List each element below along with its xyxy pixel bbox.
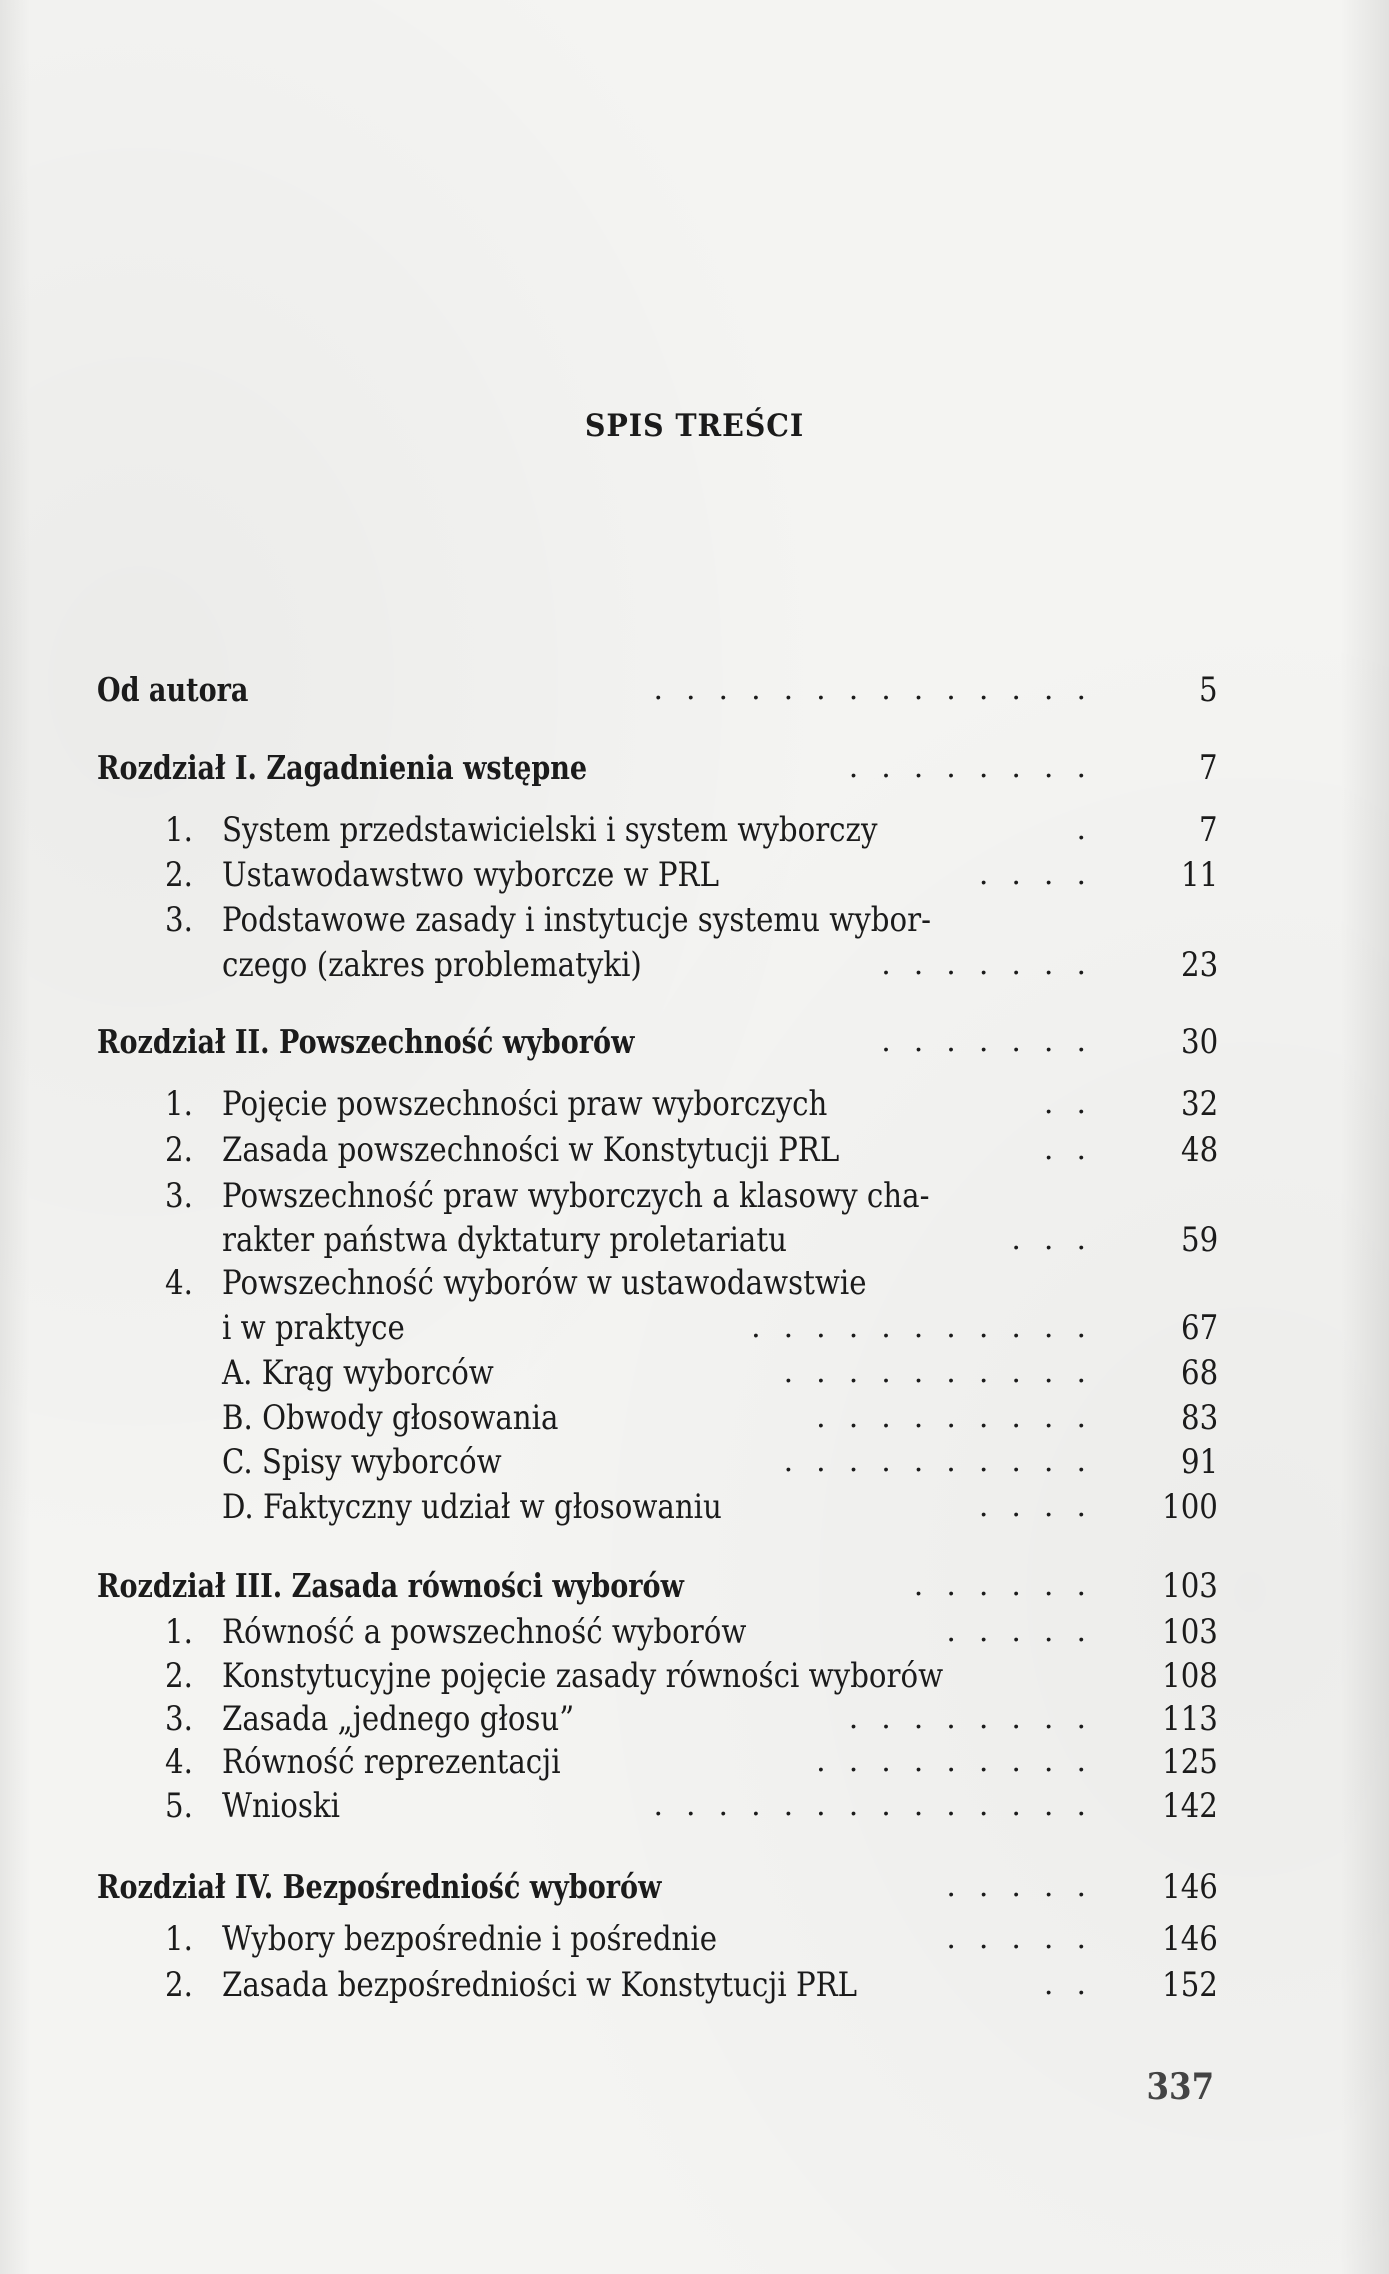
page-number: 146: [1162, 1867, 1218, 1907]
leader-dots: ...: [1011, 1222, 1109, 1257]
page-number: 11: [1180, 855, 1218, 895]
toc-subentry: [0, 1485, 1389, 1529]
entry-number: 5.: [165, 1786, 193, 1826]
page-folio-number: 337: [1146, 2066, 1214, 2108]
entry-label: Wnioski: [222, 1786, 340, 1826]
toc-chapter-4: [0, 1865, 1389, 1909]
chapter-title: Rozdział I. Zagadnienia wstępne: [97, 748, 588, 787]
leader-dots: .....: [946, 1869, 1109, 1904]
entry-label: System przedstawicielski i system wyborczy: [222, 810, 878, 850]
leader-dots: .....: [946, 1614, 1109, 1649]
page-number: 32: [1180, 1084, 1218, 1124]
toc-entry-continuation: [0, 1306, 1389, 1350]
entry-label: Wybory bezpośrednie i pośrednie: [222, 1919, 718, 1959]
leader-dots: ....: [978, 1489, 1109, 1524]
toc-entry: [0, 1082, 1389, 1126]
entry-label: Konstytucyjne pojęcie zasady równości wyborów: [222, 1656, 944, 1696]
leader-dots: ........: [848, 1701, 1109, 1736]
toc-subentry: [0, 1396, 1389, 1440]
page-number: 125: [1162, 1742, 1218, 1782]
entry-number: 3.: [165, 1699, 193, 1739]
entry-label: Zasada bezpośredniości w Konstytucji PRL: [222, 1965, 858, 2005]
page-number: 142: [1162, 1786, 1218, 1826]
toc-chapter-1: [0, 746, 1389, 790]
toc-entry-continuation: [0, 1218, 1389, 1262]
entry-number: 2.: [165, 855, 193, 895]
page-number: 48: [1180, 1130, 1218, 1170]
entry-number: 1.: [165, 1084, 193, 1124]
entry-label: A. Krąg wyborców: [222, 1353, 494, 1393]
toc-entry: [0, 1128, 1389, 1172]
toc-entry: [0, 1610, 1389, 1654]
entry-number: 1.: [165, 1919, 193, 1959]
leader-dots: .: [1076, 812, 1109, 847]
toc-entry: [0, 1740, 1389, 1784]
page-number: 5: [1199, 670, 1218, 710]
entry-label: Ustawodawstwo wyborcze w PRL: [222, 855, 719, 895]
page-number: 30: [1180, 1022, 1218, 1062]
entry-label: Powszechność wyborów w ustawodawstwie: [222, 1263, 867, 1303]
entry-number: 2.: [165, 1656, 193, 1696]
page-number: 68: [1180, 1353, 1218, 1393]
leader-dots: ..........: [783, 1355, 1109, 1390]
entry-number: 4.: [165, 1263, 193, 1303]
leader-dots: ......: [913, 1568, 1109, 1603]
entry-number: 2.: [165, 1130, 193, 1170]
leader-dots: .......: [881, 947, 1109, 982]
leader-dots: ..............: [653, 1788, 1109, 1823]
toc-entry: [0, 1261, 1389, 1305]
toc-entry: [0, 1654, 1389, 1698]
leader-dots: ...........: [751, 1310, 1109, 1345]
toc-entry-od-autora: [0, 668, 1389, 712]
chapter-title: Rozdział III. Zasada równości wyborów: [97, 1566, 684, 1605]
entry-number: 4.: [165, 1742, 193, 1782]
entry-label: Zasada powszechności w Konstytucji PRL: [222, 1130, 840, 1170]
entry-label: C. Spisy wyborców: [222, 1442, 502, 1482]
leader-dots: ..: [1043, 1967, 1109, 2002]
page-number: 91: [1180, 1442, 1218, 1482]
leader-dots: ....: [978, 857, 1109, 892]
leader-dots: .......: [881, 1024, 1109, 1059]
leader-dots: ..: [1043, 1132, 1109, 1167]
entry-label: Równość a powszechność wyborów: [222, 1612, 747, 1652]
toc-chapter-2: [0, 1020, 1389, 1064]
chapter-title: Rozdział II. Powszechność wyborów: [97, 1022, 635, 1061]
page-number: 67: [1180, 1308, 1218, 1348]
toc-subentry: [0, 1351, 1389, 1395]
leader-dots: ..........: [783, 1444, 1109, 1479]
toc-entry: [0, 1697, 1389, 1741]
toc-entry: [0, 1963, 1389, 2007]
entry-label: Powszechność praw wyborczych a klasowy cha-: [222, 1176, 930, 1216]
page-number: 7: [1199, 748, 1218, 788]
page-number: 100: [1162, 1487, 1218, 1527]
page-number: 108: [1162, 1656, 1218, 1696]
toc-subentry: [0, 1440, 1389, 1484]
page-number: 59: [1180, 1220, 1218, 1260]
leader-dots: ..: [1043, 1086, 1109, 1121]
page-number: 113: [1162, 1699, 1218, 1739]
toc-entry: [0, 1917, 1389, 1961]
toc-entry: [0, 1174, 1389, 1218]
entry-number: 3.: [165, 900, 193, 940]
leader-dots: .........: [816, 1744, 1109, 1779]
leader-dots: .........: [816, 1400, 1109, 1435]
entry-label: Równość reprezentacji: [222, 1742, 561, 1782]
toc-entry: [0, 808, 1389, 852]
entry-label: Zasada „jednego głosu”: [222, 1699, 575, 1739]
entry-label: B. Obwody głosowania: [222, 1398, 559, 1438]
page-number: 83: [1180, 1398, 1218, 1438]
toc-entry-continuation: [0, 943, 1389, 987]
toc-entry: [0, 853, 1389, 897]
page-number: 152: [1162, 1965, 1218, 2005]
entry-label: Pojęcie powszechności praw wyborczych: [222, 1084, 828, 1124]
entry-number: 1.: [165, 810, 193, 850]
leader-dots: .....: [946, 1921, 1109, 1956]
entry-number: 2.: [165, 1965, 193, 2005]
page-number: 7: [1199, 810, 1218, 850]
page-number: 146: [1162, 1919, 1218, 1959]
toc-entry-label: Od autora: [97, 670, 249, 709]
page-number: 103: [1162, 1612, 1218, 1652]
page-number: 23: [1180, 945, 1218, 985]
entry-label: czego (zakres problematyki): [222, 945, 642, 985]
entry-label: Podstawowe zasady i instytucje systemu wybor-: [222, 900, 931, 940]
leader-dots: ..............: [653, 672, 1109, 707]
toc-chapter-3: [0, 1564, 1389, 1608]
entry-label: i w praktyce: [222, 1308, 405, 1348]
page-title: SPIS TREŚCI: [584, 408, 805, 444]
entry-label: rakter państwa dyktatury proletariatu: [222, 1220, 787, 1260]
toc-entry: [0, 898, 1389, 942]
chapter-title: Rozdział IV. Bezpośredniość wyborów: [97, 1867, 662, 1906]
entry-number: 1.: [165, 1612, 193, 1652]
leader-dots: ........: [848, 750, 1109, 785]
page-number: 103: [1162, 1566, 1218, 1606]
entry-number: 3.: [165, 1176, 193, 1216]
toc-entry: [0, 1784, 1389, 1828]
entry-label: D. Faktyczny udział w głosowaniu: [222, 1487, 722, 1527]
